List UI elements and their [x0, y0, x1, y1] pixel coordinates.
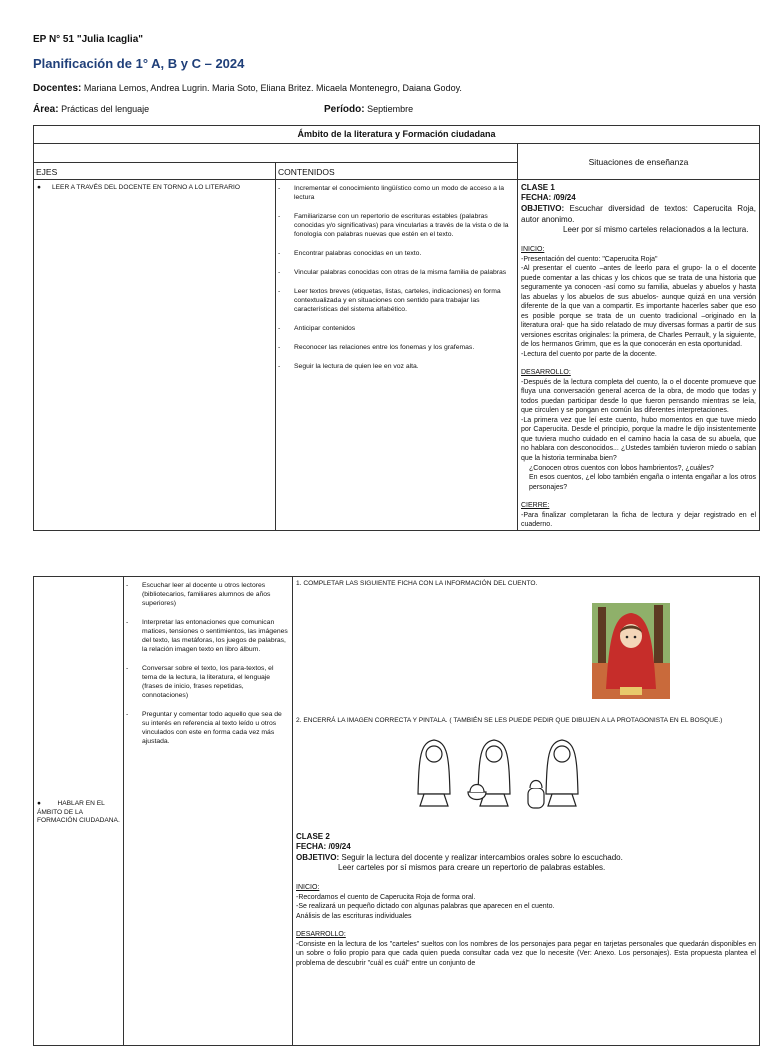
- area-line: [33, 104, 149, 115]
- periodo-label: Período:: [324, 104, 365, 115]
- clase-fecha: FECHA: /09/24: [521, 193, 576, 203]
- contenidos-header: CONTENIDOS: [276, 163, 518, 180]
- school-name: EP N° 51 "Julia Icaglia": [33, 34, 144, 45]
- inicio-label-2: INICIO:: [296, 884, 320, 892]
- objetivo-1-2: Seguir la lectura del docente y realizar intercambios orales sobre lo escuchado.: [341, 852, 623, 862]
- list-item: - Anticipar contenidos: [278, 324, 515, 333]
- eje-cell: [34, 180, 276, 531]
- paragraph: Análisis de las escrituras individuales: [296, 912, 412, 920]
- list-item: - Reconocer las relaciones entre los fonemas y los grafemas.: [278, 343, 515, 352]
- list-item: - Interpretar las entonaciones que comunican matices, tensiones o sentimientos, las imágenes del texto, las metáforas, los juegos de palabras, la relación imagen texto en libro álbum.: [126, 618, 290, 654]
- inicio-label: INICIO:: [521, 246, 545, 254]
- clase-title: CLASE 1: [521, 183, 555, 192]
- paragraph: -La primera vez que leí este cuento, hubo momentos en que tuve miedo por Caperucita. Desde el principio, porque la madre le dijo insistentemente que tuviera mucho cuidado en el camino hacia la casa de su abuela, que no hablara con desconocidos... ¿Ustedes también tuvieron miedo o sabían que la historia terminaba bien?: [521, 416, 756, 462]
- paragraph: -Lectura del cuento por parte de la docente.: [521, 350, 657, 358]
- ambito-title: Ámbito de la literatura y Formación ciudadana: [34, 126, 760, 144]
- paragraph: -Al presentar el cuento –antes de leerlo para el grupo- la o el docente puede comentar a las chicas y los chicos que se trata de una historia que seguramente ya conocen -así como su familia, abuelas y abuelos y hasta las abuelas y los abuelos de sus abuelos- aunque quizá en una versión diferente de la que van a compartir. Es importante hacerles saber que eso es posible porque se trata de un cuento tradicional –originado en la literatura oral- que ha sido relatado de muy diversas formas a partir de sus versiones escritas originales: la primera, de Charles Perrault, y la siguiente, de los hermanos Grimm, que es la que conocerán en esta oportunidad.: [521, 265, 756, 349]
- objetivo-2: Leer por sí mismo carteles relacionados a la lectura.: [563, 225, 749, 235]
- area-value: Prácticas del lenguaje: [61, 104, 150, 114]
- list-item: - Familiarizarse con un repertorio de escrituras estables (palabras conocidas y/o significativas) para vincularlas a través de la vista o de la fonología con palabras nuevas que estén en el texto.: [278, 212, 515, 239]
- eje-text-2: HABLAR EN EL ÁMBITO DE LA FORMACIÓN CIUDADANA.: [37, 800, 120, 825]
- contenidos-list-2: [124, 577, 292, 746]
- objetivo-label: OBJETIVO:: [521, 203, 565, 213]
- caperucita-figures-image: [406, 732, 606, 812]
- paragraph: -Recordamos el cuento de Caperucita Roja de forma oral.: [296, 893, 476, 901]
- question: En esos cuentos, ¿el lobo también engaña o intenta engañar a los otros personajes?: [529, 474, 756, 491]
- docentes-label: Docentes:: [33, 83, 82, 94]
- bullet-icon: ●: [37, 800, 41, 808]
- periodo-value: Septiembre: [367, 104, 414, 114]
- contenidos-cell-2: [124, 577, 293, 1046]
- question: ¿Conocen otros cuentos con lobos hambrientos?, ¿cuáles?: [529, 464, 714, 472]
- periodo-line: [324, 104, 413, 115]
- consigna-2: 2. ENCERRÁ LA IMAGEN CORRECTA Y PINTALA. ( TAMBIÉN SE LES PUEDE PEDIR QUE DIBUJEN A LA PROTAGONISTA EN EL BOSQUE.): [296, 716, 723, 724]
- blank-header-cell: [34, 144, 518, 163]
- objetivo-2-2: Leer carteles por sí mismos para creare un repertorio de palabras estables.: [338, 863, 606, 873]
- paragraph: -Presentación del cuento: "Caperucita Roja": [521, 255, 658, 263]
- objetivo-line: [521, 204, 756, 226]
- list-item: - Conversar sobre el texto, los para-textos, el tema de la lectura, la literatura, el lenguaje (frases de inicio, frases repetidas, connotaciones): [126, 664, 290, 700]
- planning-table-2: [33, 576, 760, 1046]
- eje-cell-2: [34, 577, 124, 1046]
- paragraph: -Después de la lectura completa del cuento, la o el docente promueve que fluya una conversación general acerca de la obra, de modo que todas y todos puedan participar desde lo que fueron pensando mientras se leía, que circulen y se pongan en común las diferentes interpretaciones.: [521, 378, 756, 415]
- consigna-1: 1. COMPLETAR LAS SIGUIENTE FICHA CON LA INFORMACIÓN DEL CUENTO.: [296, 580, 538, 587]
- list-item: - Leer textos breves (etiquetas, listas, carteles, indicaciones) en forma contextualizada y en situaciones con sentido para trabajar las características del sistema alfabético.: [278, 287, 515, 314]
- paragraph: -Consiste en la lectura de los "carteles" sueltos con los nombres de los personajes para pegar en tarjetas personales que quedarán disponibles en un sobre o folio propio para que cada quien pueda consultar cada vez que lo necesite (Ver: Anexo. Los personajes). Esta propuesta plantea el problema de descubrir "cuál es cuál" entre un conjunto de: [296, 940, 756, 967]
- situaciones-cell-2: [293, 577, 760, 1046]
- contenidos-cell: [276, 180, 518, 531]
- list-item: - Incrementar el conocimiento lingüístico como un modo de acceso a la lectura: [278, 184, 515, 202]
- list-item: - Escuchar leer al docente u otros lectores (bibliotecarios, familiares alumnos de años superiores): [126, 581, 290, 608]
- list-item: - Seguir la lectura de quien lee en voz alta.: [278, 362, 515, 371]
- list-item: - Preguntar y comentar todo aquello que sea de su interés en referencia al texto leído u otros vinculados con este en forma cada vez más ajustada.: [126, 710, 290, 746]
- contenidos-list: [276, 180, 517, 371]
- caperucita-book-cover-image: [592, 603, 670, 699]
- docentes-names: Mariana Lemos, Andrea Lugrin. Maria Soto, Eliana Britez. Micaela Montenegro, Daiana Godoy.: [83, 83, 462, 93]
- desarrollo-label-2: DESARROLLO:: [296, 931, 346, 939]
- clase-fecha-2: FECHA: /09/24: [296, 842, 351, 852]
- list-item: - Vincular palabras conocidas con otras de la misma familia de palabras: [278, 268, 515, 277]
- objetivo-label-2: OBJETIVO:: [296, 852, 340, 862]
- situaciones-cell: [518, 180, 760, 531]
- page-title: Planificación de 1° A, B y C – 2024: [33, 56, 245, 71]
- paragraph: -Se realizará un pequeño dictado con algunas palabras que aparecen en el cuento.: [296, 903, 555, 911]
- list-item: - Encontrar palabras conocidas en un texto.: [278, 249, 515, 258]
- bullet-icon: ●: [37, 184, 41, 191]
- paragraph: -Para finalizar completaran la ficha de lectura y dejar registrado en el cuaderno.: [521, 511, 756, 529]
- objetivo-1: Escuchar diversidad de textos: Caperucita Roja, autor anonimo.: [521, 203, 756, 224]
- desarrollo-label: DESARROLLO:: [521, 369, 571, 377]
- situaciones-header: Situaciones de enseñanza: [518, 144, 760, 180]
- area-label: Área:: [33, 104, 59, 115]
- cierre-label: CIERRE:: [521, 502, 550, 510]
- objetivo-line-2: [296, 853, 756, 864]
- docentes-line: [33, 83, 462, 94]
- ejes-header: EJES: [34, 163, 276, 180]
- clase-title-2: CLASE 2: [296, 831, 330, 841]
- eje-text: LEER A TRAVÉS DEL DOCENTE EN TORNO A LO LITERARIO: [51, 184, 240, 191]
- planning-table-1: [33, 125, 760, 531]
